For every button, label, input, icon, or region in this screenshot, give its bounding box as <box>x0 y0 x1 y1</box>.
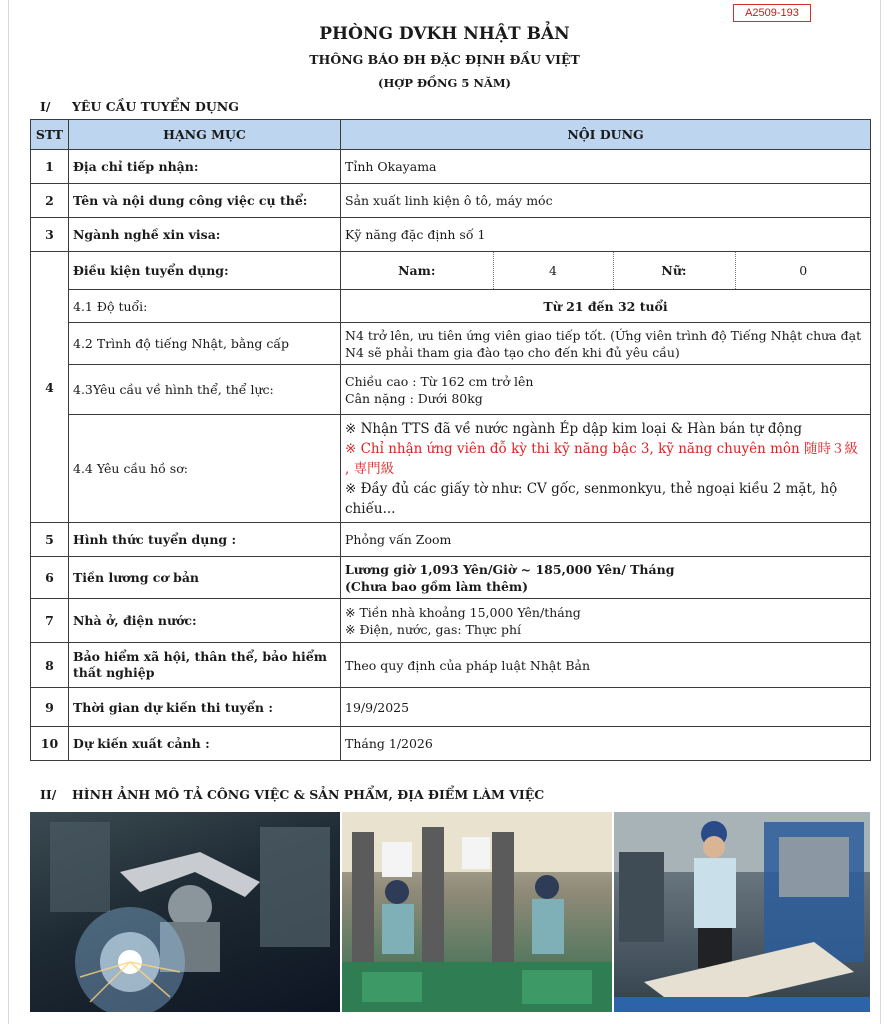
photo-assembly-line <box>342 812 612 1012</box>
header-stt: STT <box>31 120 69 150</box>
photo-welding-robot <box>30 812 340 1012</box>
section-1-title: YÊU CẦU TUYỂN DỤNG <box>72 99 239 114</box>
row-label: 4.2 Trình độ tiếng Nhật, bằng cấp <box>69 323 341 365</box>
section-2-heading <box>40 787 544 802</box>
page-edge-right <box>880 0 881 1024</box>
gender-quota <box>341 252 871 289</box>
document-requirement-highlight: ※ Chỉ nhận ứng viên đỗ kỳ thi kỹ năng bậc 3, kỹ năng chuyên môn 随時３級 , 専門級 <box>345 440 859 477</box>
row-label: 4.1 Độ tuổi: <box>69 290 341 323</box>
contract-note: (HỢP ĐỒNG 5 NĂM) <box>378 76 511 90</box>
section-1-number: I/ <box>40 99 51 114</box>
row-number: 10 <box>31 727 69 761</box>
table-row <box>31 218 871 252</box>
photo-press-worker <box>614 812 870 1012</box>
table-row <box>31 523 871 557</box>
row-number: 2 <box>31 184 69 218</box>
row-number: 6 <box>31 557 69 599</box>
table-row <box>31 290 871 323</box>
height-requirement: Chiều cao : Từ 162 cm trở lên <box>345 373 534 389</box>
utilities-cost: ※ Điện, nước, gas: Thực phí <box>345 621 522 637</box>
header-category: HẠNG MỤC <box>69 120 341 150</box>
document-requirement: ※ Đầy đủ các giấy tờ như: CV gốc, senmonkyu, thẻ ngoại kiều 2 mặt, hộ chiếu... <box>345 480 838 517</box>
male-count: 4 <box>493 252 613 289</box>
row-value: Sản xuất linh kiện ô tô, máy móc <box>341 184 871 218</box>
work-photos <box>30 812 870 1012</box>
page-subtitle: THÔNG BÁO ĐH ĐẶC ĐỊNH ĐẦU VIỆT <box>309 52 580 67</box>
female-label: Nữ: <box>613 252 735 289</box>
row-label: Điều kiện tuyển dụng: <box>69 252 341 290</box>
table-row <box>31 415 871 523</box>
row-label: Thời gian dự kiến thi tuyển : <box>69 688 341 727</box>
assembly-scene <box>342 812 612 1012</box>
row-value: Kỹ năng đặc định số 1 <box>341 218 871 252</box>
table-header-row <box>31 120 871 150</box>
press-scene <box>614 812 870 1012</box>
row-label: Nhà ở, điện nước: <box>69 599 341 643</box>
table-row <box>31 643 871 688</box>
row-value: Phỏng vấn Zoom <box>341 523 871 557</box>
row-label: Ngành nghề xin visa: <box>69 218 341 252</box>
row-number: 4 <box>31 252 69 523</box>
page-title: PHÒNG DVKH NHẬT BẢN <box>319 24 570 44</box>
table-row <box>31 599 871 643</box>
row-value <box>341 415 871 523</box>
row-value <box>341 599 871 643</box>
salary-note: (Chưa bao gồm làm thêm) <box>345 578 529 594</box>
row-value: Tỉnh Okayama <box>341 150 871 184</box>
row-label: 4.4 Yêu cầu hồ sơ: <box>69 415 341 523</box>
row-label: Dự kiến xuất cảnh : <box>69 727 341 761</box>
row-number: 7 <box>31 599 69 643</box>
housing-cost: ※ Tiền nhà khoảng 15,000 Yên/tháng <box>345 604 581 620</box>
male-label: Nam: <box>398 263 436 278</box>
row-value <box>341 557 871 599</box>
row-label: Tiền lương cơ bản <box>69 557 341 599</box>
row-label: Hình thức tuyển dụng : <box>69 523 341 557</box>
row-value: Từ 21 đến 32 tuổi <box>341 290 871 323</box>
table-row <box>31 688 871 727</box>
salary-value: Lương giờ 1,093 Yên/Giờ ~ 185,000 Yên/ Tháng <box>345 561 675 577</box>
page-edge-left <box>8 0 9 1024</box>
row-value: Tháng 1/2026 <box>341 727 871 761</box>
requirements-table <box>30 119 871 761</box>
row-label: Tên và nội dung công việc cụ thể: <box>69 184 341 218</box>
weight-requirement: Cân nặng : Dưới 80kg <box>345 390 483 406</box>
row-number: 8 <box>31 643 69 688</box>
table-row <box>31 252 871 290</box>
document-requirement: ※ Nhận TTS đã về nước ngành Ép dập kim loại & Hàn bán tự động <box>345 420 802 437</box>
section-2-number: II/ <box>40 787 57 802</box>
document-code: A2509-193 <box>733 4 811 22</box>
row-value: 19/9/2025 <box>341 688 871 727</box>
table-row <box>31 727 871 761</box>
header-content: NỘI DUNG <box>341 120 871 150</box>
row-value: N4 trở lên, ưu tiên ứng viên giao tiếp tốt. (Ứng viên trình độ Tiếng Nhật chưa đạt N4 sẽ phải tham gia đào tạo cho đến khi đủ yêu cầu) <box>341 323 871 365</box>
row-number: 9 <box>31 688 69 727</box>
table-row <box>31 150 871 184</box>
section-2-title: HÌNH ẢNH MÔ TẢ CÔNG VIỆC & SẢN PHẨM, ĐỊA ĐIỂM LÀM VIỆC <box>72 787 545 802</box>
row-label: Địa chỉ tiếp nhận: <box>69 150 341 184</box>
table-row <box>31 557 871 599</box>
row-number: 1 <box>31 150 69 184</box>
row-value: Theo quy định của pháp luật Nhật Bản <box>341 643 871 688</box>
row-label: 4.3Yêu cầu về hình thể, thể lực: <box>69 365 341 415</box>
row-label: Bảo hiểm xã hội, thân thể, bảo hiểm thất nghiệp <box>69 643 341 688</box>
table-row <box>31 323 871 365</box>
row-number: 5 <box>31 523 69 557</box>
welding-scene <box>30 812 340 1012</box>
gender-quota-cell <box>341 252 871 290</box>
table-row <box>31 365 871 415</box>
table-row <box>31 184 871 218</box>
row-value <box>341 365 871 415</box>
section-1-heading <box>40 99 239 114</box>
female-count: 0 <box>735 252 871 289</box>
row-number: 3 <box>31 218 69 252</box>
